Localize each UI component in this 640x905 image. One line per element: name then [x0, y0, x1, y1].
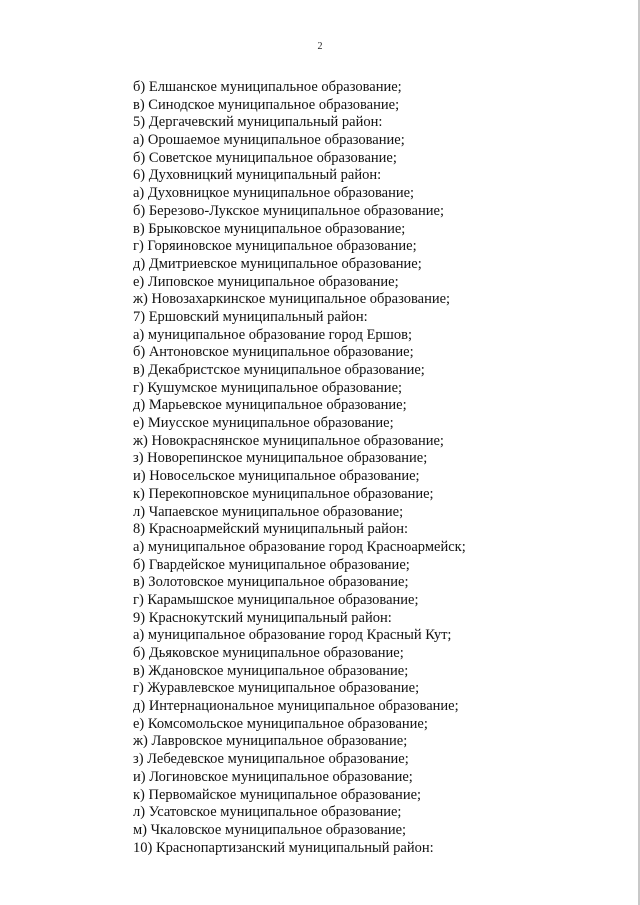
list-item: а) Духовницкое муниципальное образование;: [133, 185, 415, 202]
list-item: г) Карамышское муниципальное образование;: [133, 591, 419, 608]
list-item: е) Миусское муниципальное образование;: [133, 415, 394, 432]
list-item: е) Липовское муниципальное образование;: [133, 273, 399, 290]
list-item: б) Советское муниципальное образование;: [133, 149, 397, 166]
list-item: д) Марьевское муниципальное образование;: [133, 397, 407, 414]
list-item: д) Интернациональное муниципальное образование;: [133, 698, 459, 715]
district-heading: 7) Ершовский муниципальный район:: [133, 308, 368, 325]
list-item: в) Золотовское муниципальное образование;: [133, 574, 409, 591]
list-item: г) Кушумское муниципальное образование;: [133, 379, 403, 396]
list-item: е) Комсомольское муниципальное образование;: [133, 715, 428, 732]
list-item: в) Брыковское муниципальное образование;: [133, 220, 406, 237]
district-heading: 6) Духовницкий муниципальный район:: [133, 167, 382, 184]
list-item: в) Ждановское муниципальное образование;: [133, 662, 409, 679]
list-item: и) Новосельское муниципальное образование;: [133, 468, 420, 485]
list-item: а) муниципальное образование город Красноармейск;: [133, 538, 466, 555]
list-item: л) Чапаевское муниципальное образование;: [133, 503, 404, 520]
list-item: а) муниципальное образование город Ершов;: [133, 326, 412, 343]
list-item: б) Дьяковское муниципальное образование;: [133, 645, 404, 661]
list-item: и) Логиновское муниципальное образование;: [133, 768, 413, 785]
page-number: 2: [317, 41, 323, 52]
list-item: к) Перекопновское муниципальное образование;: [133, 485, 434, 502]
list-item: в) Синодское муниципальное образование;: [133, 96, 400, 113]
list-item: к) Первомайское муниципальное образование;: [133, 786, 422, 803]
list-item: б) Елшанское муниципальное образование;: [133, 79, 402, 95]
list-item: а) муниципальное образование город Красный Кут;: [133, 627, 452, 644]
list-item: ж) Новозахаркинское муниципальное образование;: [133, 291, 451, 308]
list-item: ж) Новокраснянское муниципальное образование;: [133, 432, 444, 449]
list-item: в) Декабристское муниципальное образование;: [133, 362, 425, 378]
list-item: з) Лебедевское муниципальное образование;: [133, 751, 409, 768]
list-item: з) Новорепинское муниципальное образование;: [133, 450, 428, 467]
list-item: ж) Лавровское муниципальное образование;: [133, 733, 408, 750]
district-heading: 10) Краснопартизанский муниципальный район:: [133, 839, 434, 856]
list-item: а) Орошаемое муниципальное образование;: [133, 132, 405, 149]
list-item: л) Усатовское муниципальное образование;: [133, 804, 402, 821]
list-item: б) Березово-Лукское муниципальное образование;: [133, 202, 444, 219]
document-body: [133, 79, 613, 857]
district-heading: 8) Красноармейский муниципальный район:: [133, 521, 408, 538]
list-item: г) Горяиновское муниципальное образование;: [133, 238, 417, 255]
district-heading: 5) Дергачевский муниципальный район:: [133, 114, 383, 131]
list-item: д) Дмитриевское муниципальное образование;: [133, 255, 422, 272]
list-item: м) Чкаловское муниципальное образование;: [133, 821, 407, 838]
district-heading: 9) Краснокутский муниципальный район:: [133, 609, 392, 626]
list-item: б) Антоновское муниципальное образование;: [133, 344, 414, 361]
list-item: б) Гвардейское муниципальное образование;: [133, 556, 410, 573]
list-item: г) Журавлевское муниципальное образование;: [133, 680, 420, 697]
